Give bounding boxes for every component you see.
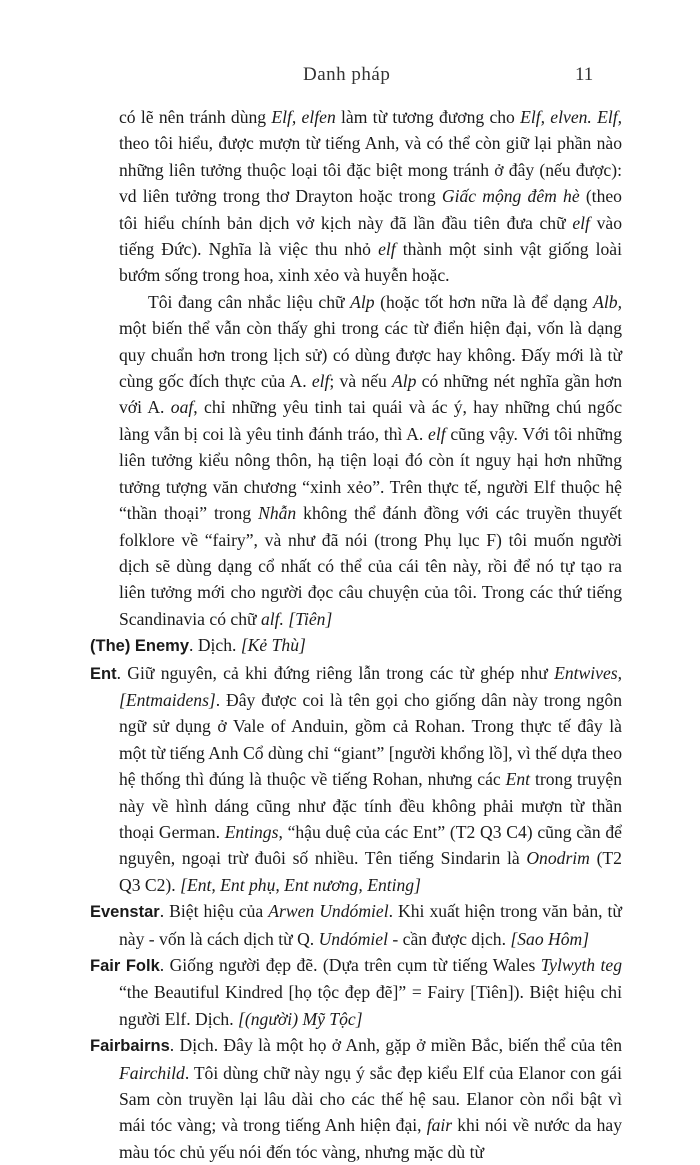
text-run: . Tôi dùng chữ này ngụ ý sắc đẹp kiểu Elf của Elanor con gái Sam còn truyền lại lâu dài cho các thế hệ sau. Elanor còn nổi bật vì mái tóc vàng; và trong tiếng Anh hiện đại,: [119, 1062, 622, 1136]
text-run: có lẽ nên tránh dùng: [119, 107, 272, 127]
text-run: . Khi xuất hiện trong văn bản, từ này - vốn là cách dịch từ Q.: [119, 901, 622, 949]
glossary-entry: [90, 898, 622, 952]
italic-run: [(người) Mỹ Tộc]: [238, 1008, 363, 1029]
paragraph: [90, 289, 622, 632]
text-run: (hoặc tốt hơn nữa là để dạng: [374, 291, 594, 312]
glossary-entry: [90, 1032, 622, 1165]
italic-run: Arwen Undómiel: [268, 901, 389, 922]
text-run: (T2 Q3 C2).: [119, 848, 622, 895]
italic-run: Nhẫn: [258, 503, 297, 524]
italic-run: Entwives, [Entmaidens]: [119, 662, 622, 710]
text-run: , chỉ những yêu tinh tai quái và ác ý, hay những chú ngốc làng vẫn bị coi là yêu tinh đánh tráo, thì A.: [119, 397, 623, 444]
paragraph: [90, 104, 622, 289]
text-run: . Giống người đẹp đẽ. (Dựa trên cụm từ tiếng Wales: [159, 955, 541, 975]
entry-headword: Fairbairns: [90, 1037, 170, 1056]
text-run: Tôi đang cân nhắc liệu chữ: [148, 291, 351, 312]
italic-run: Ent: [505, 769, 531, 790]
entry-headword: (The) Enemy: [90, 637, 190, 656]
italic-run: Onodrim: [526, 848, 590, 869]
text-run: - cần được dịch.: [387, 928, 511, 949]
italic-run: Fairchild: [119, 1062, 185, 1083]
italic-run: elf: [311, 371, 330, 392]
text-run: khi nói về nước da hay màu tóc chủ yếu nói đến tóc vàng, nhưng mặc dù từ: [119, 1115, 622, 1162]
italic-run: Giấc mộng đêm hè: [441, 186, 580, 207]
text-run: ; và nếu: [329, 371, 392, 392]
entry-headword: Fair Folk: [90, 957, 160, 975]
text-run: theo tôi hiểu, được mượn từ tiếng Anh, và có thể còn giữ lại phần nào những liên tưởng thuộc loại tôi đặc biệt mong tránh ở đây (nếu được): vd liên tưởng trong thơ Drayton hoặc trong: [119, 133, 622, 207]
italic-run: elf: [428, 423, 446, 444]
text-run: thành một sinh vật giống loài bướm sống trong hoa, xinh xẻo và huyễn hoặc.: [119, 239, 622, 286]
text-run: . Giữ nguyên, cả khi đứng riêng lẫn trong các từ ghép như: [116, 662, 555, 683]
glossary-entry: [90, 660, 622, 899]
italic-run: alf. [Tiên]: [260, 608, 333, 629]
italic-run: elf: [378, 239, 396, 260]
italic-run: fair: [426, 1115, 453, 1136]
italic-run: oaf: [170, 397, 194, 418]
glossary-entry: [90, 632, 622, 659]
entry-headword: Evenstar: [90, 903, 160, 922]
glossary-entry: [90, 952, 622, 1032]
page-number: 11: [575, 64, 594, 85]
body-text: [90, 104, 622, 1165]
italic-run: Undómiel: [318, 928, 388, 949]
text-run: “the Beautiful Kindred [họ tộc đẹp đẽ]” = Fairy [Tiên]). Biệt hiệu chỉ người Elf. Dịch.: [119, 982, 622, 1029]
italic-run: Elf, elfen: [271, 107, 336, 127]
italic-run: Alb,: [593, 291, 622, 312]
running-title: Danh pháp: [303, 64, 391, 85]
italic-run: Alp: [350, 291, 375, 312]
italic-run: [Kẻ Thù]: [240, 635, 306, 656]
text-run: (theo tôi hiểu chính bản dịch vở kịch này đã lần đầu tiên đưa chữ: [119, 186, 622, 233]
text-run: . Đây được coi là tên gọi cho giống dân này trong ngôn ngữ sử dụng ở Vale of Anduin, gồm cả Rohan. Trong thực tế đây là một từ tiếng Anh Cổ dùng chỉ “giant” [người khổng lồ], vì thế dựa theo hệ thống thì đúng là thuộc về tiếng Rohan, nhưng các: [119, 689, 622, 790]
text-run: một biến thể vẫn còn thấy ghi trong các từ điển hiện đại, vốn là dạng quy chuẩn hơn trong lịch sử) có dùng được hay không. Đấy mới là từ cùng gốc đích thực của A.: [119, 318, 622, 392]
text-run: . Dịch. Đây là một họ ở Anh, gặp ở miền Bắc, biến thể của tên: [169, 1035, 622, 1056]
italic-run: Alp: [392, 371, 417, 392]
italic-run: [Ent, Ent phụ, Ent nương, Enting]: [180, 874, 421, 895]
italic-run: [Sao Hôm]: [510, 928, 590, 949]
entry-headword: Ent: [90, 664, 117, 683]
italic-run: Tylwyth teg: [540, 955, 623, 975]
text-run: trong truyện này về hình dáng cũng như đặc tính đều không phải mượn từ thần thoại German.: [119, 769, 622, 842]
page-header: [0, 64, 700, 88]
italic-run: Elf, elven. Elf,: [520, 107, 623, 127]
text-run: . Dịch.: [189, 635, 241, 656]
text-run: cũng vậy. Với tôi những liên tưởng kiểu nông thôn, hạ tiện loại đó còn ít nguy hại hơn những tưởng tượng văn chương “xinh xẻo”. Trên thực tế, người Elf thuộc hệ “thần thoại” trong: [119, 423, 622, 524]
text-run: không thể đánh đồng với các truyền thuyết folklore về “fairy”, và như đã nói (trong Phụ lục F) tôi muốn người dịch sẽ dùng dạng cổ nhất có thể của cái tên này, rồi để nó tự tạo ra liên tưởng mới cho người đọc câu chuyện của tôi. Trong các thứ tiếng Scandinavia có chữ: [119, 503, 622, 629]
italic-run: elf: [572, 212, 590, 233]
italic-run: Entings: [224, 821, 279, 842]
text-run: , “hậu duệ của các Ent” (T2 Q3 C4) cũng cần để nguyên, ngoại trừ đuôi số nhiều. Tên tiếng Sindarin là: [119, 821, 622, 869]
text-run: làm từ tương đương cho: [335, 107, 521, 127]
text-run: có những nét nghĩa gần hơn với A.: [119, 371, 622, 418]
text-run: . Biệt hiệu của: [159, 901, 269, 922]
text-run: vào tiếng Đức). Nghĩa là việc thu nhỏ: [119, 212, 623, 260]
